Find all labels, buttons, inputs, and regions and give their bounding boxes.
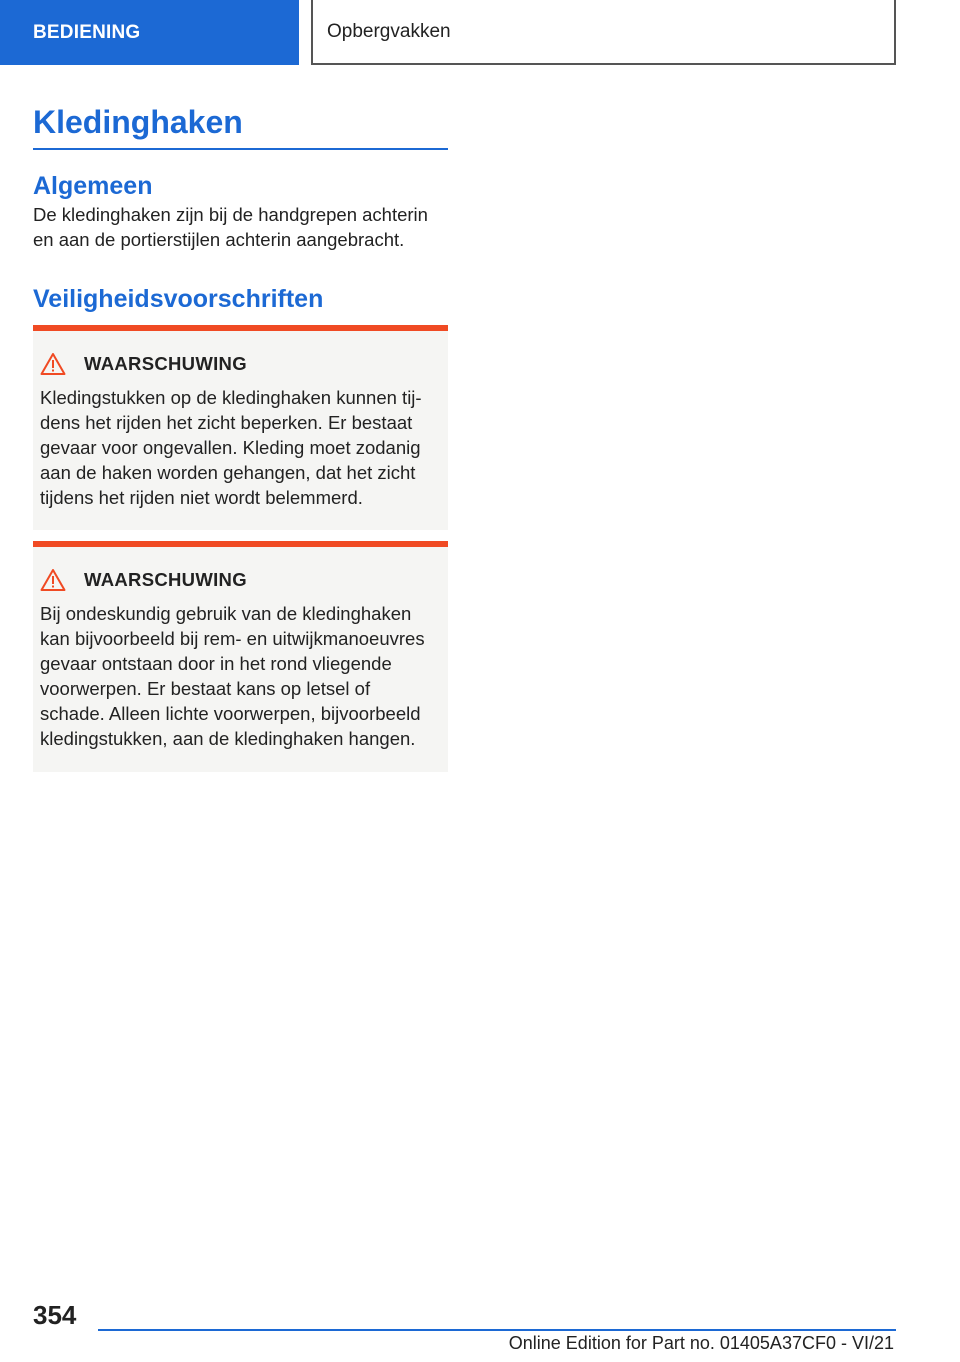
text-line: schade. Alleen lichte voorwerpen, bijvoorbeeld — [40, 703, 421, 724]
footer-divider — [98, 1329, 896, 1331]
chapter-label: Opbergvakken — [327, 20, 451, 42]
text-line: De kledinghaken zijn bij de handgrepen achterin — [33, 204, 428, 225]
text-line: kledingstukken, aan de kledinghaken hangen. — [40, 728, 416, 749]
text-line: dens het rijden het zicht beperken. Er bestaat — [40, 412, 413, 433]
safety-heading: Veiligheidsvoorschriften — [33, 285, 324, 313]
text-line: Bij ondeskundig gebruik van de kledinghaken — [40, 603, 412, 624]
warning-label: WAARSCHUWING — [84, 353, 247, 374]
text-line: aan de haken worden gehangen, dat het zicht — [40, 462, 416, 483]
page-title: Kledinghaken — [33, 100, 448, 150]
warning-text — [40, 601, 440, 751]
warning-triangle-icon — [40, 352, 66, 376]
text-line: kan bijvoorbeeld bij rem- en uitwijkmanoeuvres — [40, 628, 425, 649]
warning-triangle-icon — [40, 568, 66, 592]
text-line: en aan de portierstijlen achterin aangebracht. — [33, 229, 405, 250]
general-text — [33, 202, 448, 252]
text-line: gevaar ontstaan door in het rond vliegende — [40, 653, 392, 674]
warning-box — [33, 541, 448, 772]
chapter-tab — [311, 0, 896, 65]
text-line: gevaar voor ongevallen. Kleding moet zodanig — [40, 437, 421, 458]
text-line: tijdens het rijden niet wordt belemmerd. — [40, 487, 363, 508]
warning-header — [40, 567, 440, 593]
general-section — [33, 170, 448, 252]
text-line: Kledingstukken op de kledinghaken kunnen tij- — [40, 387, 422, 408]
warning-header — [40, 351, 440, 377]
footer-edition: Online Edition for Part no. 01405A37CF0 - VI/21 — [508, 1333, 894, 1353]
general-heading: Algemeen — [33, 172, 153, 200]
text-line: voorwerpen. Er bestaat kans op letsel of — [40, 678, 371, 699]
section-tab — [0, 0, 299, 65]
section-label: BEDIENING — [33, 21, 141, 43]
warning-text — [40, 385, 440, 510]
warning-label: WAARSCHUWING — [84, 569, 247, 590]
page-number: 354 — [33, 1300, 77, 1330]
warning-box — [33, 325, 448, 530]
